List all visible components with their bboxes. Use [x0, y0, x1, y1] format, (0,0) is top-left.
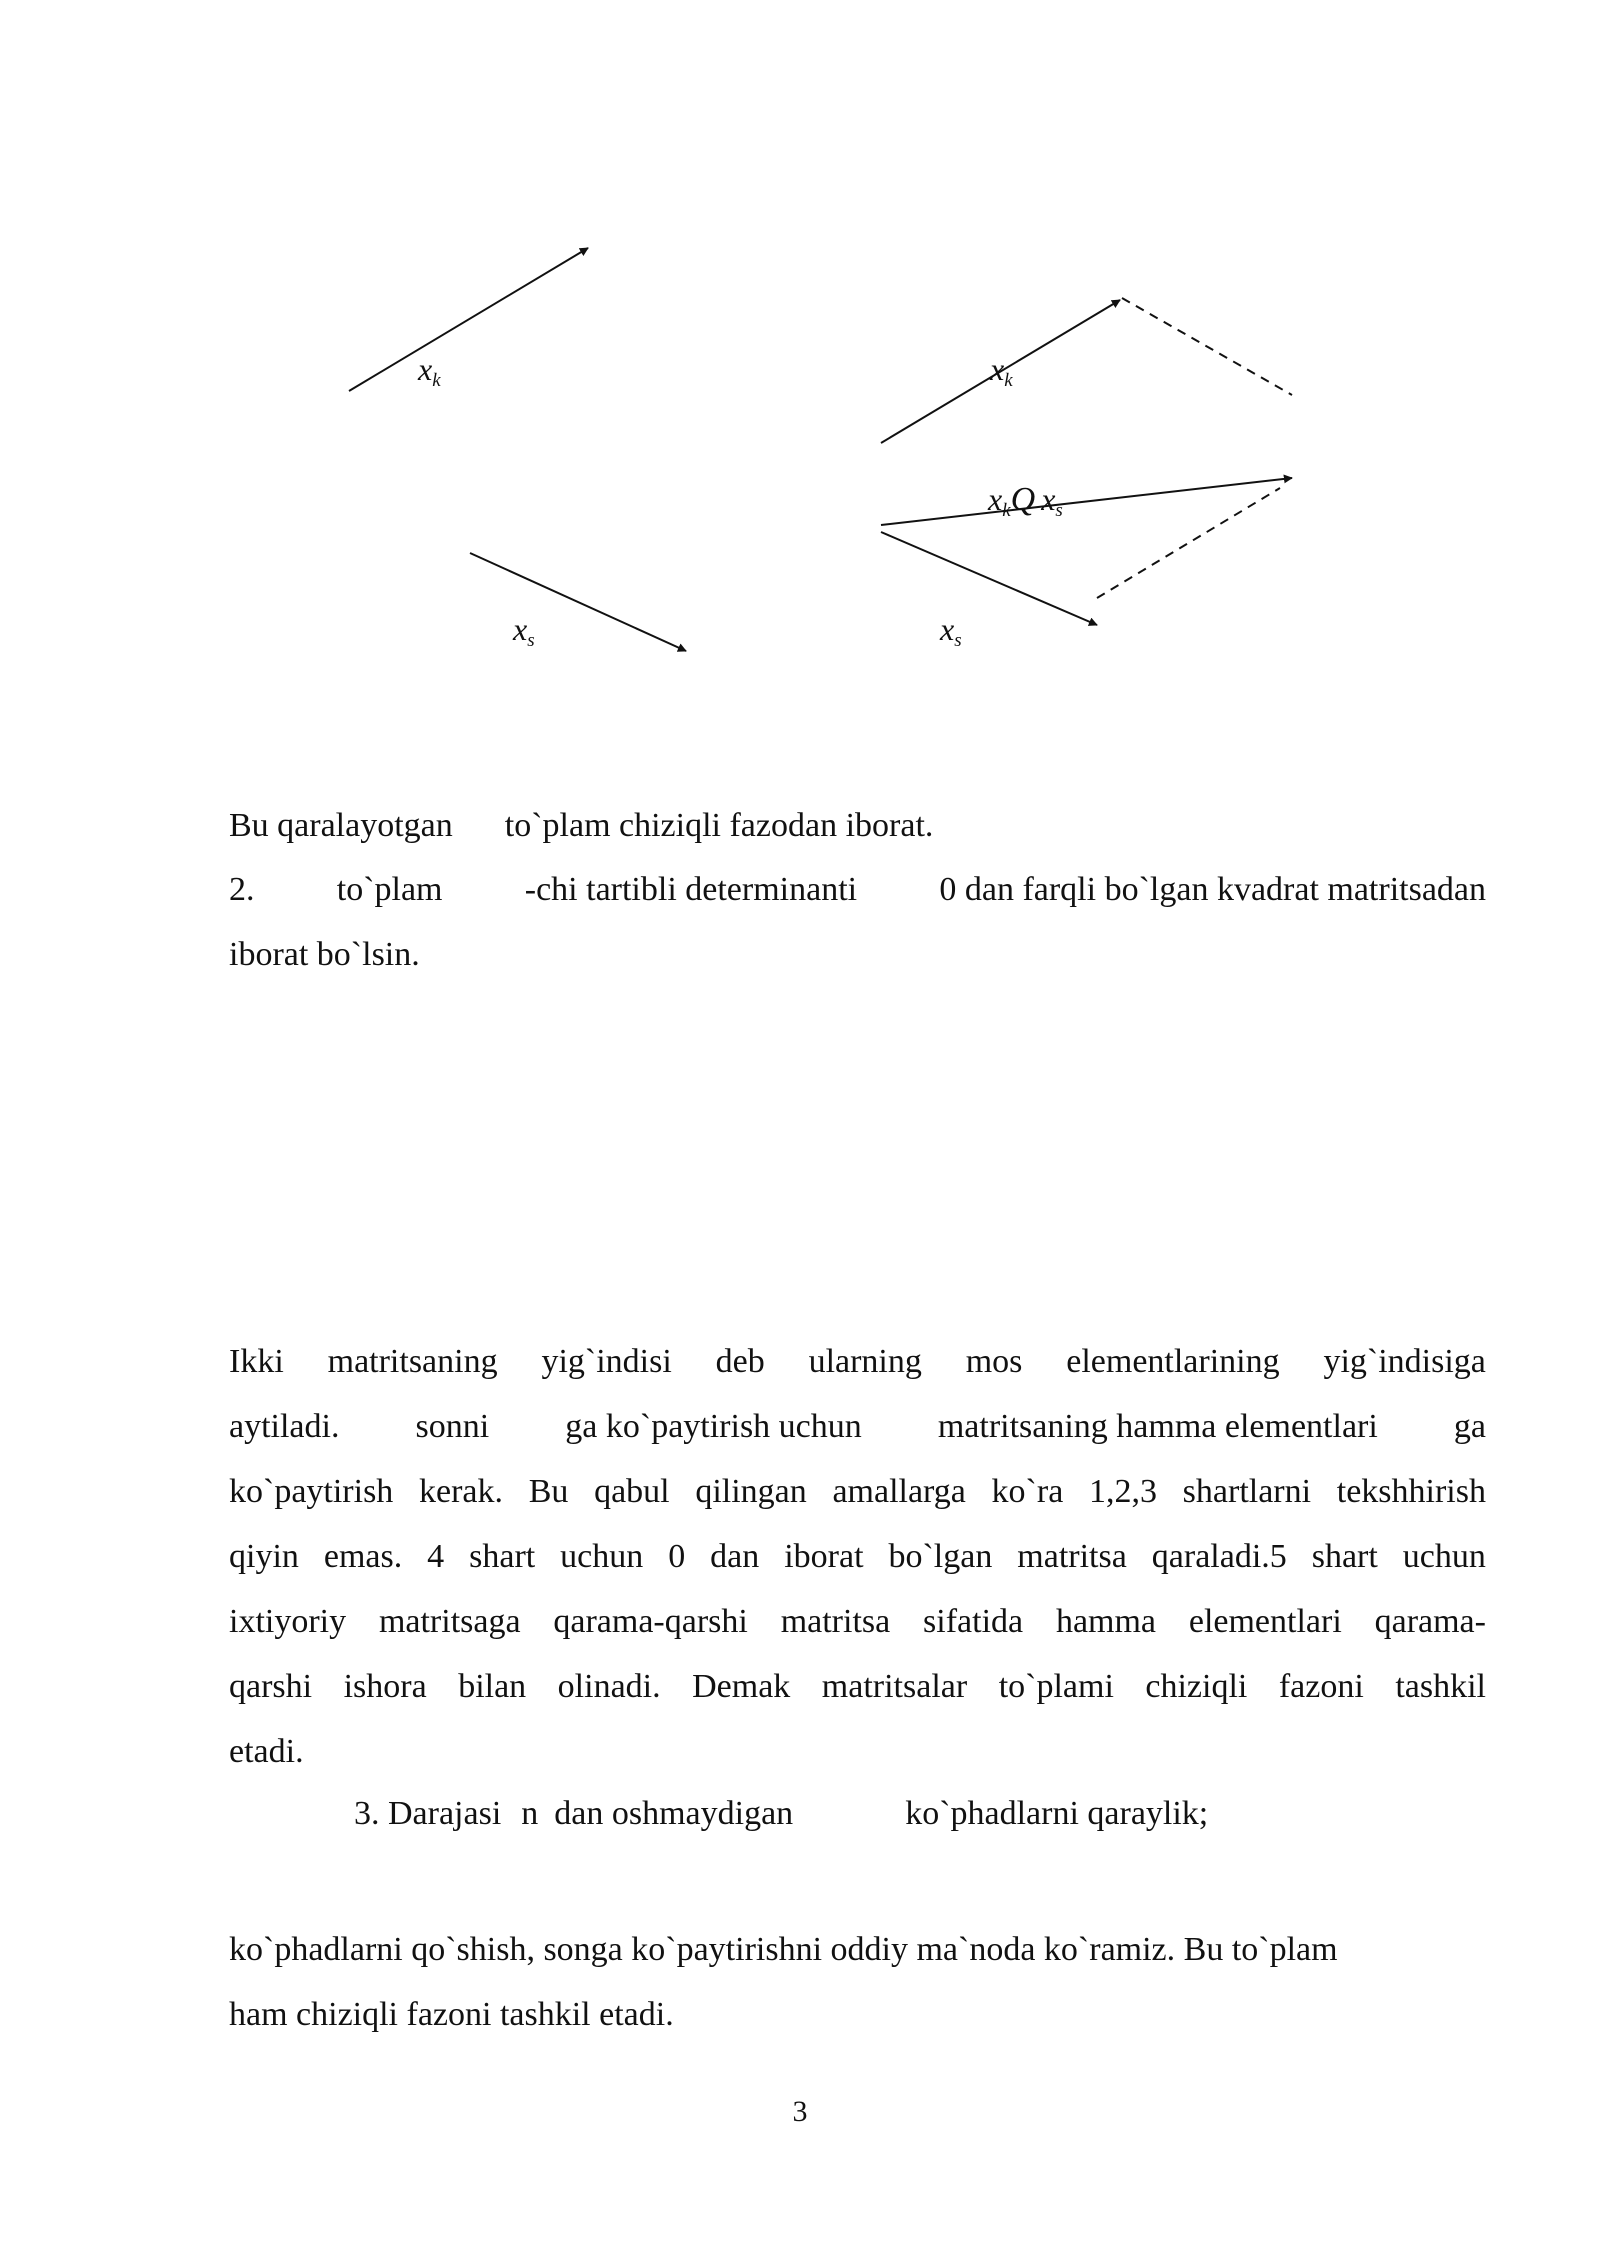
page-number: 3 [792, 2095, 808, 2128]
word: sifatida [923, 1603, 1024, 1640]
p2-text-c: 0 dan farqli bo`lgan kvadrat matritsadan [939, 871, 1486, 908]
word: Ikki [229, 1343, 284, 1380]
vector-xs-right [881, 532, 1097, 625]
p4-text-d: ko`phadlarni qaraylik; [905, 1795, 1209, 1832]
label-xs-left: xs [513, 611, 535, 651]
word: amallarga [832, 1473, 966, 1510]
word: ko`ra [991, 1473, 1064, 1510]
paragraph-2 [229, 857, 1486, 987]
paragraph-5 [229, 1917, 1486, 2047]
label-xs-right: xs [940, 611, 962, 651]
p2-text-b: -chi tartibli determinanti [524, 871, 858, 908]
word: yig`indisiga [1323, 1343, 1486, 1380]
word: mos [965, 1343, 1023, 1380]
word: yig`indisi [541, 1343, 672, 1380]
word: qabul [594, 1473, 670, 1510]
paragraph-3-line-7: etadi. [229, 1733, 304, 1770]
p2-text-a: to`plam [336, 871, 443, 908]
word: shart [1311, 1538, 1378, 1575]
vector-xs-left [470, 553, 686, 651]
word: matritsaning hamma elementlari [937, 1408, 1378, 1445]
word: ularning [808, 1343, 922, 1380]
word: deb [715, 1343, 765, 1380]
label-xk-left: xk [418, 351, 441, 391]
paragraph-3-line-1 [229, 1329, 1486, 1394]
paragraph-2-line-1 [229, 857, 1486, 922]
vector-xk-left [349, 248, 588, 391]
word: dan [710, 1538, 760, 1575]
word: ga ko`paytirish uchun [565, 1408, 862, 1445]
paragraph-3-line-4 [229, 1524, 1486, 1589]
word: qarshi [229, 1668, 313, 1705]
word: qarama-qarshi [553, 1603, 748, 1640]
paragraph-3-line-2 [229, 1394, 1486, 1459]
word: uchun [560, 1538, 644, 1575]
word: Bu [528, 1473, 569, 1510]
word: Demak [692, 1668, 791, 1705]
paragraph-1 [229, 793, 1486, 858]
paragraph-3 [229, 1329, 1486, 1784]
word: 4 [427, 1538, 445, 1575]
word: emas. [323, 1538, 403, 1575]
word: shartlarni [1182, 1473, 1312, 1510]
word: matritsalar [821, 1668, 968, 1705]
paragraph-2-line-2: iborat bo`lsin. [229, 936, 420, 973]
vector-sum [881, 478, 1292, 525]
paragraph-4 [229, 1781, 1486, 1846]
word: 0 [668, 1538, 686, 1575]
label-xk-right: xk [990, 351, 1013, 391]
list-number: 2. [229, 871, 255, 908]
word: olinadi. [557, 1668, 661, 1705]
word: hamma [1055, 1603, 1157, 1640]
word: fazoni [1278, 1668, 1364, 1705]
word: bilan [458, 1668, 527, 1705]
dashed-parallel-top [1122, 298, 1292, 395]
paragraph-4-line [229, 1781, 1486, 1846]
word: sonni [415, 1408, 490, 1445]
p4-text-a: 3. Darajasi [354, 1795, 502, 1832]
word: aytiladi. [229, 1408, 340, 1445]
label-sum: xkQ xs [988, 481, 1063, 521]
paragraph-5-line-1: ko`phadlarni qo`shish, songa ko`paytirishni oddiy ma`noda ko`ramiz. Bu to`plam [229, 1931, 1338, 1968]
word: matritsa [780, 1603, 891, 1640]
word: elementlari [1188, 1603, 1342, 1640]
word: matritsa [1017, 1538, 1127, 1575]
word: matritsaning [327, 1343, 498, 1380]
paragraph-5-line-2: ham chiziqli fazoni tashkil etadi. [229, 1996, 674, 2033]
word: 1,2,3 [1088, 1473, 1157, 1510]
vector-addition-figure [0, 0, 1600, 720]
paragraph-3-line-6 [229, 1654, 1486, 1719]
p1-text-a: Bu qaralayotgan [229, 807, 453, 844]
p4-text-n: n [521, 1795, 539, 1832]
word: shart [469, 1538, 536, 1575]
paragraph-3-line-3 [229, 1459, 1486, 1524]
word: tashkil [1395, 1668, 1486, 1705]
dashed-parallel-bottom [1097, 488, 1280, 598]
word: qaraladi.5 [1151, 1538, 1287, 1575]
word: iborat [784, 1538, 864, 1575]
word: bo`lgan [888, 1538, 993, 1575]
word: matritsaga [378, 1603, 521, 1640]
p4-text-c: dan oshmaydigan [554, 1795, 794, 1832]
word: to`plami [998, 1668, 1114, 1705]
word: qiyin [229, 1538, 299, 1575]
word: chiziqli [1145, 1668, 1248, 1705]
p1-text-b: to`plam chiziqli fazodan iborat. [504, 807, 934, 844]
word: ixtiyoriy [229, 1603, 347, 1640]
word: uchun [1402, 1538, 1486, 1575]
word: qarama- [1374, 1603, 1486, 1640]
word: ko`paytirish [229, 1473, 394, 1510]
word: elementlarining [1066, 1343, 1280, 1380]
word: kerak. [419, 1473, 504, 1510]
paragraph-3-line-5 [229, 1589, 1486, 1654]
paragraph-1-line [229, 793, 1486, 858]
word: tekshhirish [1336, 1473, 1486, 1510]
word: qilingan [695, 1473, 807, 1510]
word: ishora [343, 1668, 427, 1705]
word: ga [1453, 1408, 1486, 1445]
